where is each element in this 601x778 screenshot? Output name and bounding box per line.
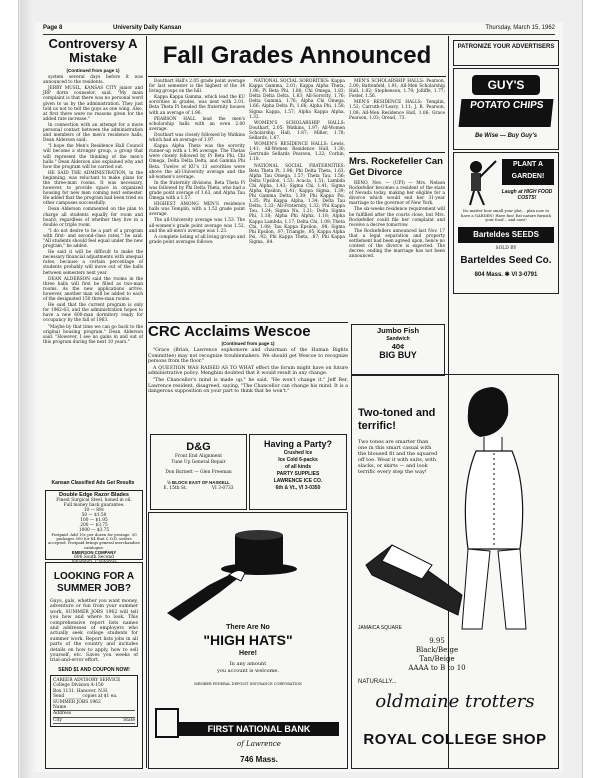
razor-blade-ad — [45, 490, 143, 565]
guys-slogan: Be Wise — Buy Guy's — [474, 133, 538, 139]
controversy-paragraph: DEAN ALDERSON said the rooms in the three halls will first be filled as two-man rooms. As the new applications arrive, however, another man will be added to each of the designated 150 three-man rooms. — [43, 276, 143, 303]
controversy-paragraph: In connection with an attempt for a more personal contact between the administration and members of the men's residence halls, Dean Alderson said: — [43, 122, 143, 144]
dg-phone: VI 3-0733 — [211, 486, 234, 491]
issue-date: Thursday, March 15, 1962 — [485, 25, 555, 31]
coupon-line: SUMMER JOBS 1962 — [53, 699, 101, 705]
patronize-box: PATRONIZE YOUR ADVERTISERS — [453, 40, 559, 66]
summer-title: LOOKING FOR A SUMMER JOB? — [53, 571, 135, 594]
page-header — [43, 24, 555, 35]
guys-chips-ad — [453, 68, 559, 150]
bank-slogan: "HIGH HATS" — [203, 632, 293, 648]
royal-tan: Tan/Beige — [419, 655, 455, 663]
jumbo-fish-ad — [351, 324, 445, 376]
razor-address: 606 South Second — [74, 554, 114, 560]
party-line: PARTY SUPPLIES — [276, 471, 320, 477]
guys-brand: GUY'S — [472, 75, 540, 95]
guys-product: POTATO CHIPS — [459, 99, 554, 127]
fall-paragraph: Douthart was closely followed by Watkins which had an average of 1.97. — [149, 132, 245, 144]
fall-paragraph: Kappa Kappa Gamma, which lead the KU sororities in grades, was next with 2.01. Beta Theta Pi headed the fraternity houses with an average of 1.96. — [149, 95, 245, 116]
royal-model: JAMAICA SQUARE — [358, 625, 402, 631]
newspaper-page — [35, 22, 563, 772]
summer-cta: SEND $1 AND COUPON NOW! — [58, 666, 130, 673]
fall-paragraph: PEARSON HALL lead the men's scholarship halls with an even 2.00 average. — [149, 116, 245, 132]
crc-paragraph: "Grace (Brian, Lawrence sophomore and chairman of the Human Rights Committee) may not recognize troublemakers. We should get Wescoe to recognize persons from the floor." — [148, 348, 348, 365]
classified-slogan: Kansan Classified Ads Get Results — [51, 480, 135, 486]
fall-grades-col2 — [249, 79, 345, 321]
coupon-address-field[interactable]: Address — [53, 711, 135, 717]
party-company: LAWRENCE ICE CO. — [273, 478, 323, 484]
bank-address: 746 Mass. — [240, 755, 278, 764]
controversy-paragraph: JERRY MUSIL, KANSAS CITY junior and JRP dorm counselor, said, "My main complaint is that there was no personal word given to us by the administration. They just told us not to tell the guys as one wing. Also, at first there were no reasons given for the added rate increase." — [43, 86, 143, 122]
razor-address: Alhambra, California — [71, 559, 117, 565]
coupon-line: Box 1131, Hanover, N.H. — [53, 688, 109, 694]
rockefeller-paragraph: The six-weeks residence requirement will be fulfilled after the courts close, but Mrs. Rockefeller could file her complaint and receive a decree tomorrow. — [349, 207, 445, 228]
bank-line: In any amount — [229, 661, 267, 667]
bank-city: of Lawrence — [237, 740, 281, 748]
party-line: of all kinds — [284, 464, 312, 470]
coupon-state-field[interactable]: State — [123, 717, 135, 723]
controversy-paragraph: "I do not desire to be a part of a program with first- and second-class rates," he said. "All students should feel equal under the new program," he added. — [43, 228, 143, 250]
razor-company: EMERSON COMPANY — [71, 549, 117, 555]
fall-listing: WOMEN'S SCHOLARSHIP HALLS: Douthart, 2.05; Watkins, 1.97; All-Women Scholarship Hall, 1.87; Miller, 1.78; Sellards, 1.67. — [249, 120, 345, 142]
royal-body: Two tones are smarter than one in this smart casual with the bloused fit and the squared off toe. Wear it with suits, with slacks, or skirts — and look terrific every step the way! — [358, 439, 438, 475]
fall-paragraph: The all-University average was 1.53. The all-women's grade point average was 1.52, and the all-men's average was 1.23. — [149, 218, 245, 234]
fall-listing: WOMEN'S RESIDENCE HALLS: Lewis, 1.41; All-Women Residence Hall, 1.30; Gertrude Sellards Pearson, 1.22; Corbin, 1.18. — [249, 142, 345, 163]
rockefeller-headline: Mrs. Rockefeller Can Get Divorce — [349, 156, 443, 178]
controversy-paragraph: system several days before it was announced to the residents. — [43, 75, 143, 86]
summer-coupon — [50, 675, 138, 727]
crc-continued: (Continued from page 1) — [221, 341, 275, 346]
fall-listing: NATIONAL SOCIAL SORORITIES: Kappa Kappa Gamma, 2.01; Kappa Alpha Theta, 1.96; Pi Beta Phi, 1.86; Chi Omega, 1.83; Delta Delta Delta, 1.83; All-Sorority, 1.76; Delta Gamma, 1.76; Alpha Chi Omega, 1.66; Alpha Delta Pi, 1.66; Alpha Phi, 1.58; Sigma Kappa, 1.57; Alpha Kappa Alpha, 1.32. — [249, 79, 345, 120]
dg-line: Front End Alignment — [175, 454, 222, 459]
fall-paragraph: In the fraternity divisions, Beta Theta Pi was followed by Phi Delta Theta, who had a grade point average of 1.63, and Alpha Tau Omega with a 1.57. — [149, 180, 245, 202]
bank-building-icon — [155, 708, 179, 738]
royal-colors: Black/Beige — [415, 646, 459, 654]
barteldes-seeds-ad — [453, 152, 559, 294]
right-page-edge — [582, 0, 601, 778]
summer-body: Guys, gals, whether you want money, adventure or fun from your summer work, SUMMER JOBS 1962 will tell you how and where to look. This comprehensive report lists names and addresses of employers who actually seek college students for summer work. Report lists jobs in all parts of the country and includes details on how to apply, how to sell yourself, etc. Saves you weeks of trial-and-error effort. — [50, 599, 138, 664]
controversy-paragraph: He said it will be difficult to make the necessary financial adjustments with unequal rates, because a certain percentage of students probably will move out of the halls between semesters next year. — [43, 250, 143, 276]
royal-headline: Two-toned and terrific! — [358, 407, 436, 432]
fall-listing: NATIONAL SOCIAL FRATERNITIES: Beta Theta Pi, 1.96; Phi Delta Theta, 1.63; Alpha Tau Omega, 1.57; Theta Tau, 1.56; Delta Upsilon, 1.53; Acacia, 1.51; Lambda Chi Alpha, 1.43; Sigma Chi, 1.41; Sigma Alpha Epsilon, 1.41; Kappa Sigma, 1.39; Phi Gamma Delta, 1.39; Phi Kappa Psi, 1.35; Phi Kappa Alpha, 1.34; Delta Tau Delta, 1.33; All-Fraternity, 1.32; Phi Kappa Tau, 1.24; Sigma Nu, 1.21; Delta Sigma Phi, 1.18; Alpha Phi Alpha, 1.18; Alpha Kappa Lambda, 1.17; Delta Chi, 1.09; Theta Chi, 1.08; Tau Kappa Epsilon, .98; Sigma Phi Epsilon, .97; Triangle, .95; Kappa Alpha Psi, .92; Phi Kappa Theta, .87; Phi Kappa Sigma, .84. — [249, 163, 345, 245]
coupon-line: CAREER ADVISORY SERVICE — [53, 677, 121, 683]
razor-line: 10 — 89c — [83, 508, 105, 513]
party-line: Crushed Ice — [283, 450, 313, 456]
fall-paragraph: Douthart Hall's 2.05 grade point average for last semester is the highest of the 34 living groups on the hill. — [149, 79, 245, 95]
fall-grades-headline: Fall Grades Announced — [148, 36, 446, 77]
controversy-paragraph: HE SAID THE ADMINISTRATION, in the beginning, was reluctant to make plans for the three-man rooms. It was necessary, however, to provide space in organized housing for new men coming next semester. He added that the program had been tried on other campuses successfully. — [43, 170, 143, 207]
ice-party-ad — [249, 434, 347, 510]
royal-college-shop-ad — [351, 374, 559, 769]
controversy-paragraph: "I hope the Men's Residence Hall Council will become a stronger group, a group that will represent the thinking of the men's halls." Dean Alderson also explained why and how the program will be carried out. — [43, 144, 143, 170]
razor-line: 50 — $1.50 — [81, 513, 107, 518]
plant-title: PLANT A GARDEN! — [502, 159, 554, 185]
page-fold-shadow — [20, 0, 34, 778]
coupon-line: Send _______ copies at $1 ea. — [53, 694, 118, 700]
coupon-name-field[interactable]: Name — [53, 705, 135, 711]
party-title: Having a Party? — [263, 439, 333, 449]
first-national-bank-ad — [148, 512, 348, 769]
dg-garage-ad — [150, 434, 247, 510]
royal-sizes: AAAA to B to 10 — [408, 664, 466, 672]
rockefeller-paragraph: RENO, Nev. — (UPI) — Mrs. Nelson Rockefeller becomes a resident of the state of Nevada today, making her eligible for a divorce which would end her 31-year marriage to the governor of New York. — [349, 181, 445, 207]
dg-title: D&G — [186, 441, 211, 453]
controversy-paragraph: Dean Alderson commented on the plan to charge all students equally for room and board, regardless of whether they live in a double or triple room. — [43, 207, 143, 228]
fall-paragraph: A complete listing of all living groups and grade point averages follows: — [149, 234, 245, 245]
crc-article — [148, 322, 348, 431]
controversy-paragraph: "Maybe by that time we can go back to the original housing program," Dean Alderson said. "However, I see no gains in and out of this program during the next 10 years." — [43, 324, 143, 345]
plant-sold: SOLD BY — [495, 246, 517, 251]
left-page-edge — [0, 0, 19, 778]
barteldes-store: Barteldes Seed Co. — [460, 255, 552, 266]
razor-line: Finest Surgical Steel, honed in oil. — [56, 498, 132, 503]
fall-grades-col1 — [149, 79, 245, 321]
jumbo-price: 40¢ — [391, 342, 405, 351]
fall-listing: MEN'S SCHOLARSHIP HALLS: Pearson, 2.00; Battenfeld, 1.91; All-Men Scholarship Hall, 1.82; Stephenson, 1.79; Jolliffe, 1.77; Foster, 1.56. — [349, 79, 445, 100]
controversy-continued: (Continued from page 1) — [66, 68, 120, 73]
fall-grades-col3 — [349, 79, 445, 149]
fall-paragraph: HIGHEST AMONG MEN'S residence halls was Templin, with a 1.52 grade point average. — [149, 202, 245, 218]
dg-line: Don Burnett — Glen Freeman — [165, 470, 232, 475]
summer-job-ad — [45, 559, 143, 769]
controversy-article — [43, 68, 143, 478]
razor-title: Double Edge Razor Blades — [59, 492, 129, 498]
crc-paragraph: A QUESTION WAS RAISED AS TO WHAT effect the forum might have on future administrative policy. Menghini doubted that it would result in any change. — [148, 365, 348, 377]
barteldes-brand: Barteldes SEEDS — [458, 227, 554, 243]
rockefeller-paragraph: The Rockefellers announced last Nov. 17 that a legal separation and property settlement had been agreed upon, hence no contest of the divorce is expected. The decree, ending the marriage has not been announced. — [349, 228, 445, 260]
jumbo-line: BIG BUY — [379, 350, 417, 360]
party-line: Ice Cold 6-packs — [278, 457, 318, 463]
royal-naturally: NATURALLY... — [358, 679, 397, 685]
razor-line: Full money back guarantee. — [63, 503, 125, 508]
razor-note: Postpaid. Add 10c per dozen for postage. 30 packages 500 for $4 that C.O.D. orders accepted. Postpaid brings general merchandise catalogue. — [48, 532, 140, 550]
fall-listing: MEN'S RESIDENCE HALLS: Templin, 1.52; Carruth-O'Leary, 1.11; J. R. Pearson, 1.08; All-Men Residence Hall, 1.06; Grace Pearson, 1.03; Oread, .73. — [349, 100, 445, 121]
dg-line: Tune Up General Repair — [171, 460, 226, 465]
fall-paragraph: Kappa Alpha Theta was the sorority runner-up with a 1.96 average. The Thetas were closely followed by Pi Beta Phi, Chi Omega, Delta Delta Delta, and Gamma Phi Beta. Twelve of KU's 13 sororities were above the all-University average and the all-women's average. — [149, 144, 245, 180]
dg-street: E. 15th St. — [163, 486, 188, 491]
plant-sub: Laugh at HIGH FOOD COSTS! — [501, 189, 553, 201]
bank-line: Here! — [239, 650, 257, 657]
razor-line: 100 — $1.95 — [80, 518, 108, 523]
gardener-illustration — [458, 157, 498, 207]
bank-line: you account is welcome. — [217, 668, 279, 674]
jumbo-line: Sandwich — [386, 336, 410, 342]
high-hat-illustration — [149, 513, 347, 623]
crc-paragraph: "The Chancellor's mind is made up," he said. "He won't change it." Jeff Ber, Lawrence resident, disagreed, saying, "The Chancellor can change his mind. It is a dangerous supposition on your part to think that he won't." — [148, 377, 348, 395]
bank-name: FIRST NATIONAL BANK — [179, 722, 339, 736]
shoe-illustration — [362, 535, 472, 625]
oldmaine-trotters-brand: oldmaine trotters — [375, 691, 535, 712]
royal-price: 9.95 — [429, 637, 445, 645]
party-address: 6th & Vt., VI 3-0350 — [275, 485, 321, 491]
bank-fdic: MEMBER FEDERAL DEPOSIT INSURANCE CORPORATION — [194, 682, 302, 686]
column-rule — [146, 36, 147, 768]
controversy-paragraph: He said that the current program is only for 1962-63, and the administration hopes to have a new 600-man dormitory ready for occupancy by the fall of 1963. — [43, 303, 143, 324]
coupon-line: College Division A-150 — [53, 683, 104, 689]
rockefeller-article — [349, 152, 445, 318]
paper-name: University Daily Kansan — [113, 25, 182, 31]
bank-line: There Are No — [226, 624, 270, 631]
controversy-headline: Controversy A Mistake — [48, 36, 138, 65]
barteldes-address: 804 Mass. ✱ VI 3-0791 — [474, 272, 538, 278]
controversy-headline-box — [43, 37, 143, 67]
coupon-city-field[interactable]: City — [53, 717, 63, 723]
crc-headline: CRC Acclaims Wescoe — [148, 323, 311, 340]
page-number: Page 8 — [43, 25, 63, 31]
razor-line: 200 — $3.75 — [80, 523, 108, 528]
jumbo-line: Jumbo Fish — [376, 326, 420, 335]
razor-line: 1000 — $3.75 — [78, 528, 110, 533]
dg-line: ½ BLOCK EAST OF HASKELL — [167, 480, 230, 485]
royal-shop-name: ROYAL COLLEGE SHOP — [363, 731, 547, 748]
plant-note: No matter how small your plot... plan now to have a GARDEN! Have fun! Eat nature furnish your food... and save! — [461, 208, 551, 223]
